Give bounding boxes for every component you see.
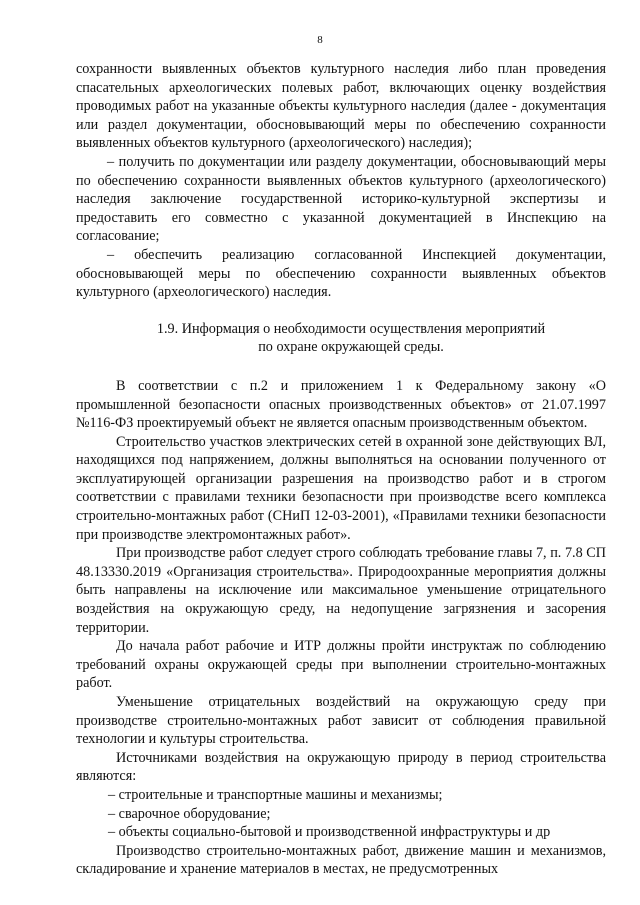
page-number: 8 <box>317 34 323 46</box>
list-item: – сварочное оборудование; <box>108 805 606 824</box>
dash-item: – обеспечить реализацию согласованной Инспекцией документации, обосновывающей меры по обеспечению сохранности выявленных объектов культурного (археологического) наследия. <box>76 246 606 301</box>
paragraph-hazard-status: В соответствии с п.2 и приложением 1 к Федеральному закону «О промышленной безопасности опасных производственных объектов» от 21.07.1997 №116-ФЗ проектируемый объект не является опасным производственным объектом. <box>76 377 606 432</box>
section-heading-line2: по охране окружающей среды. <box>258 339 444 356</box>
impact-sources-list <box>76 786 606 842</box>
intro-paragraph: сохранности выявленных объектов культурного наследия либо план проведения спасательных археологических полевых работ, включающих оценку воздействия проводимых работ на указанные объекты культурного наследия (далее - документация или раздел документации, обосновывающий меры по обеспечению сохранности выявленных объектов культурного (археологического) наследия); <box>76 61 606 152</box>
section-heading-line1: 1.9. Информация о необходимости осуществления мероприятий <box>156 320 546 337</box>
paragraph-impact-sources: Источниками воздействия на окружающую природу в период строительства являются: <box>76 749 606 785</box>
section-heading <box>76 320 606 357</box>
paragraph-final: Производство строительно-монтажных работ, движение машин и механизмов, складирование и хранение материалов в местах, не предусмотренных <box>76 842 606 878</box>
document-body <box>76 60 606 879</box>
dash-item: – получить по документации или разделу документации, обосновывающий меры по обеспечению сохранности выявленных объектов культурного (археологического) наследия заключение государственной историко-культурной экспертизы и предоставить его совместно с указанной документацией в Инспекцию на согласование; <box>76 153 606 245</box>
list-item: – объекты социально-бытовой и производственной инфраструктуры и др <box>108 823 606 842</box>
list-item: – строительные и транспортные машины и механизмы; <box>108 786 606 805</box>
paragraph-impact-reduction: Уменьшение отрицательных воздействий на окружающую среду при производстве строительно-монтажных работ зависит от соблюдения правильной технологии и культуры строительства. <box>76 694 606 748</box>
paragraph-power-line-work: Строительство участков электрических сетей в охранной зоне действующих ВЛ, находящихся под напряжением, должны выполняться на основании полученного от эксплуатирующей организации разрешения на производство работ и в строгом соответствии с правилами техники безопасности при производстве всего комплекса строительно-монтажных работ (СНиП 12-03-2001), «Правилами техники безопасности при производстве электромонтажных работ». <box>76 433 606 543</box>
paragraph-requirements: При производстве работ следует строго соблюдать требование главы 7, п. 7.8 СП 48.13330.2019 «Организация строительства». Природоохранные мероприятия должны быть направлены на исключение или максимальное уменьшение отрицательного воздействия на окружающую среду, на недопущение загрязнения и засорения территории. <box>76 545 606 636</box>
paragraph-instruction: До начала работ рабочие и ИТР должны пройти инструктаж по соблюдению требований охраны окружающей среды при выполнении строительно-монтажных работ. <box>76 638 606 692</box>
